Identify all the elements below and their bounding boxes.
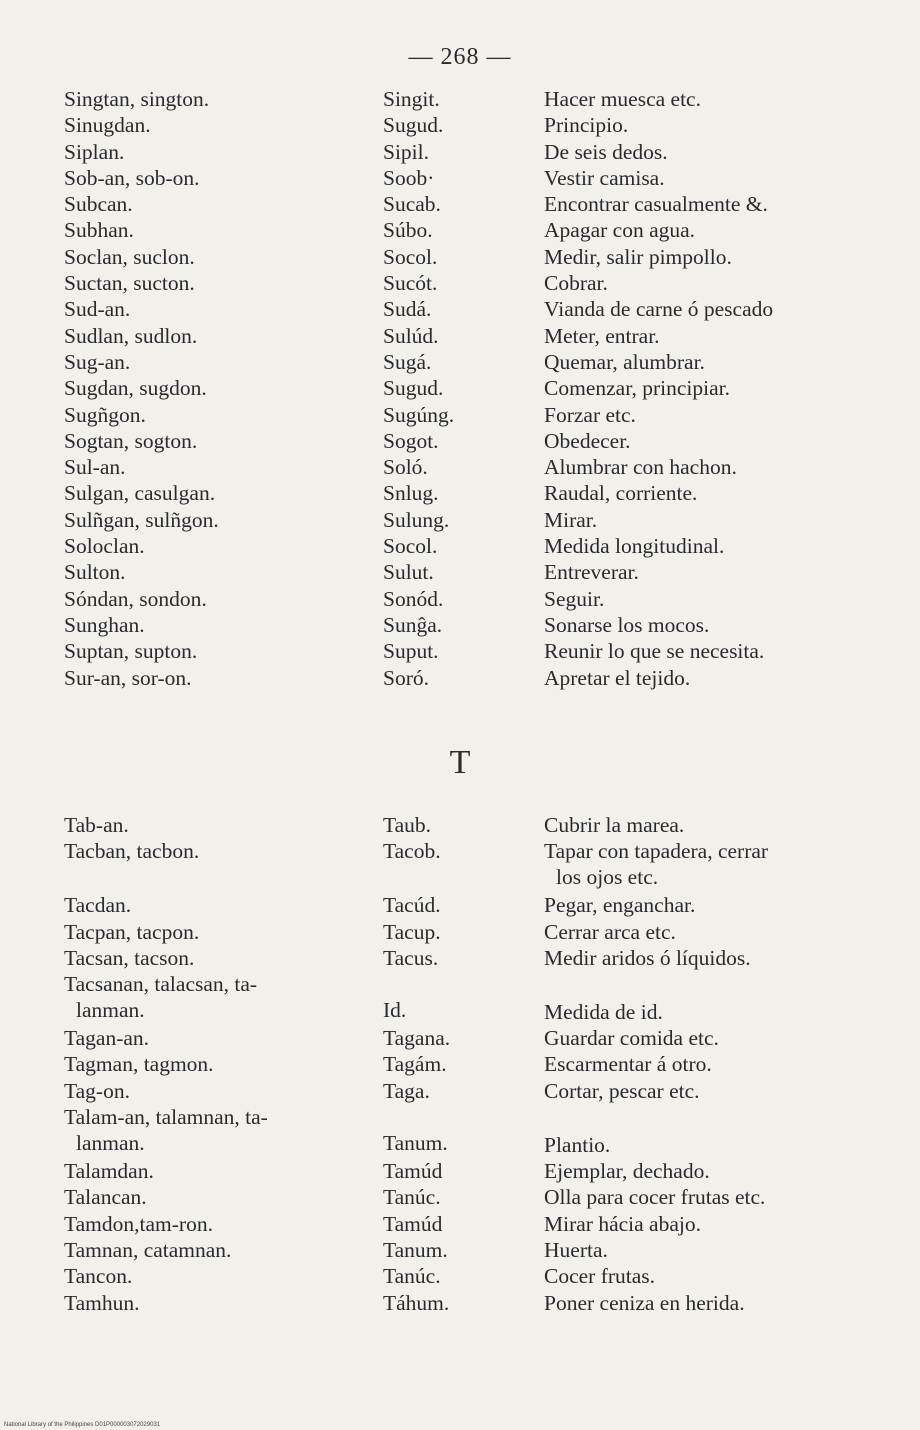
base-word: Táhum. (383, 1290, 450, 1315)
library-footer: National Library of the Philippines D01P000003072029031 (4, 1422, 161, 1428)
page-number: — 268 — (408, 44, 512, 70)
definition: Huerta. (544, 1237, 608, 1262)
base-word: Tamúd (383, 1159, 443, 1184)
base-word: Sulung. (383, 507, 450, 532)
root-forms: Suptan, supton. (64, 639, 198, 664)
root-forms: Sug-an. (64, 349, 131, 374)
root-forms: Subcan. (64, 192, 133, 217)
dictionary-entry (0, 139, 920, 165)
base-word: Sugud. (383, 113, 444, 138)
base-word: Socol. (383, 244, 438, 269)
definition: Poner ceniza en herida. (544, 1290, 745, 1315)
base-word: Tacúd. (383, 893, 441, 918)
base-word: Sogot. (383, 428, 439, 453)
definition-continuation: los ojos etc. (556, 865, 659, 890)
root-forms: Sinugdan. (64, 113, 151, 138)
root-forms: Tag-on. (64, 1078, 130, 1103)
root-forms: Tab-an. (64, 813, 129, 837)
root-forms: Sob-an, sob-on. (64, 165, 200, 190)
definition: Mirar. (544, 507, 598, 532)
dictionary-entry (0, 533, 920, 559)
root-forms: Siplan. (64, 139, 125, 164)
base-word: Tagám. (383, 1052, 447, 1077)
definition: Sonarse los mocos. (544, 612, 710, 637)
root-forms: Sul-an. (64, 455, 126, 480)
definition-line: Tapar con tapadera, cerrar (544, 839, 769, 864)
definition: Vianda de carne ó pescado (544, 297, 774, 322)
definition (544, 838, 768, 890)
dictionary-entry (0, 217, 920, 243)
definition: Medir aridos ó líquidos. (544, 945, 751, 970)
root-forms: Sugdan, sugdon. (64, 376, 207, 401)
dictionary-entry (0, 244, 920, 270)
definition: Cerrar arca etc. (544, 919, 676, 944)
root-forms: Tagan-an. (64, 1026, 150, 1051)
dictionary-entry (0, 1078, 920, 1104)
dictionary-entry (0, 1158, 920, 1184)
dictionary-entry (0, 112, 920, 138)
base-word: Sucót. (383, 271, 438, 296)
definition: Cubrir la marea. (544, 813, 685, 837)
root-forms: Sunghan. (64, 612, 145, 637)
base-word: Sulut. (383, 560, 434, 585)
base-word: Tacus. (383, 945, 439, 970)
root-forms: Tamnan, catamnan. (64, 1237, 232, 1262)
definition: Vestir camisa. (544, 165, 665, 190)
dictionary-entry (0, 892, 920, 918)
root-forms: Talancan. (64, 1185, 147, 1210)
definition: Quemar, alumbrar. (544, 349, 705, 374)
root-forms: Sogtan, sogton. (64, 428, 198, 453)
definition: Seguir. (544, 586, 605, 611)
base-word: Taga. (383, 1078, 430, 1103)
dictionary-entry (0, 1263, 920, 1289)
root-forms: Suctan, sucton. (64, 271, 195, 296)
dictionary-entry (0, 296, 920, 322)
base-word: Sugúng. (383, 402, 455, 427)
base-word: Tanúc. (383, 1264, 441, 1289)
base-word: Sugá. (383, 349, 432, 374)
dictionary-entry (0, 838, 920, 892)
dictionary-entry (0, 945, 920, 971)
base-word: Soró. (383, 665, 429, 690)
dictionary-entry (0, 638, 920, 664)
dictionary-entry (0, 612, 920, 638)
base-word: Soló. (383, 455, 428, 480)
base-word: Tacob. (383, 839, 441, 864)
base-word: Sudá. (383, 297, 432, 322)
root-forms: Sulton. (64, 560, 126, 585)
root-forms: Tacdan. (64, 893, 132, 918)
base-word: Tamúd (383, 1211, 443, 1236)
root-forms-line: Talam-an, talamnan, ta- (64, 1105, 268, 1130)
base-word: Id. (383, 998, 407, 1023)
definition: Cobrar. (544, 271, 608, 296)
base-word: Sugud. (383, 376, 444, 401)
base-word: Súbo. (383, 218, 433, 243)
dictionary-entry (0, 812, 920, 838)
definition: Medida longitudinal. (544, 534, 725, 559)
definition: Ejemplar, dechado. (544, 1159, 710, 1184)
dictionary-entry (0, 971, 920, 1025)
definition: Forzar etc. (544, 402, 636, 427)
base-word: Sipil. (383, 139, 430, 164)
dictionary-entry (0, 559, 920, 585)
definition: Apagar con agua. (544, 218, 696, 243)
definition: Cocer frutas. (544, 1264, 656, 1289)
dictionary-entry (0, 1051, 920, 1077)
root-forms: Sóndan, sondon. (64, 586, 207, 611)
definition: Guardar comida etc. (544, 1026, 719, 1051)
root-forms: Soclan, suclon. (64, 244, 195, 269)
dictionary-entry (0, 165, 920, 191)
dictionary-entry (0, 428, 920, 454)
base-word: Tanum. (383, 1237, 448, 1262)
dictionary-entry (0, 86, 920, 112)
base-word: Sulúd. (383, 323, 439, 348)
definition: Pegar, enganchar. (544, 893, 696, 918)
definition: Reunir lo que se necesita. (544, 639, 765, 664)
root-forms: Sulgan, casulgan. (64, 481, 216, 506)
dictionary-entry (0, 1290, 920, 1316)
root-forms: Sur-an, sor-on. (64, 665, 192, 690)
dictionary-entry (0, 1104, 920, 1158)
root-forms: Sugñgon. (64, 402, 146, 427)
definition: Entreverar. (544, 560, 639, 585)
root-forms: Tacpan, tacpon. (64, 919, 200, 944)
base-word: Sonód. (383, 586, 444, 611)
base-word: Socol. (383, 534, 438, 559)
definition: Raudal, corriente. (544, 481, 698, 506)
root-forms (64, 1104, 268, 1156)
dictionary-entry (0, 1184, 920, 1210)
dictionary-entry (0, 1237, 920, 1263)
root-forms: Tagman, tagmon. (64, 1052, 214, 1077)
definition: Medir, salir pimpollo. (544, 244, 732, 269)
root-forms: Tamhun. (64, 1290, 140, 1315)
dictionary-entry (0, 349, 920, 375)
base-word: Tanúc. (383, 1185, 441, 1210)
base-word: Tanum. (383, 1131, 448, 1156)
base-word: Tacup. (383, 919, 441, 944)
dictionary-entry (0, 402, 920, 428)
entries-t-section (0, 812, 920, 1316)
root-forms: Tancon. (64, 1264, 133, 1289)
definition: Mirar hácia abajo. (544, 1211, 701, 1236)
root-forms: Sud-an. (64, 297, 131, 322)
root-forms: Tamdon,tam-ron. (64, 1211, 213, 1236)
root-forms: Tacban, tacbon. (64, 839, 200, 864)
definition: Olla para cocer frutas etc. (544, 1185, 766, 1210)
definition: Encontrar casualmente &. (544, 192, 768, 217)
base-word: Singit. (383, 87, 440, 111)
dictionary-entry (0, 454, 920, 480)
definition: Escarmentar á otro. (544, 1052, 712, 1077)
root-forms: Sudlan, sudlon. (64, 323, 198, 348)
definition: Cortar, pescar etc. (544, 1078, 700, 1103)
definition: Principio. (544, 113, 629, 138)
base-word: Tagana. (383, 1026, 451, 1051)
definition: Obedecer. (544, 428, 631, 453)
root-forms-continuation: lanman. (76, 1131, 145, 1156)
dictionary-entry (0, 586, 920, 612)
dictionary-entry (0, 665, 920, 691)
definition: Medida de id. (544, 1000, 663, 1025)
definition: Comenzar, principiar. (544, 376, 731, 401)
definition: Apretar el tejido. (544, 665, 691, 690)
dictionary-entry (0, 270, 920, 296)
root-forms: Singtan, sington. (64, 87, 210, 111)
root-forms: Tacsan, tacson. (64, 945, 195, 970)
dictionary-entry (0, 1025, 920, 1051)
base-word: Soob· (383, 165, 435, 190)
root-forms: Talamdan. (64, 1159, 154, 1184)
dictionary-entry (0, 323, 920, 349)
dictionary-entry (0, 375, 920, 401)
definition: Alumbrar con hachon. (544, 455, 737, 480)
definition: Plantio. (544, 1133, 611, 1158)
base-word: Taub. (383, 813, 432, 837)
letter-heading: T (449, 744, 471, 781)
definition: De seis dedos. (544, 139, 668, 164)
definition: Hacer muesca etc. (544, 87, 701, 111)
entries-s-section (0, 86, 920, 691)
root-forms: Sulñgan, sulñgon. (64, 507, 219, 532)
base-word: Sucab. (383, 192, 441, 217)
definition: Meter, entrar. (544, 323, 660, 348)
root-forms-continuation: lanman. (76, 998, 145, 1023)
root-forms: Soloclan. (64, 534, 145, 559)
root-forms (64, 971, 257, 1023)
dictionary-entry (0, 919, 920, 945)
root-forms-line: Tacsanan, talacsan, ta- (64, 972, 258, 997)
base-word: Snlug. (383, 481, 439, 506)
dictionary-entry (0, 191, 920, 217)
root-forms: Subhan. (64, 218, 134, 243)
dictionary-entry (0, 1211, 920, 1237)
dictionary-entry (0, 507, 920, 533)
base-word: Suput. (383, 639, 439, 664)
base-word: Sunĝa. (383, 612, 443, 637)
dictionary-entry (0, 480, 920, 506)
